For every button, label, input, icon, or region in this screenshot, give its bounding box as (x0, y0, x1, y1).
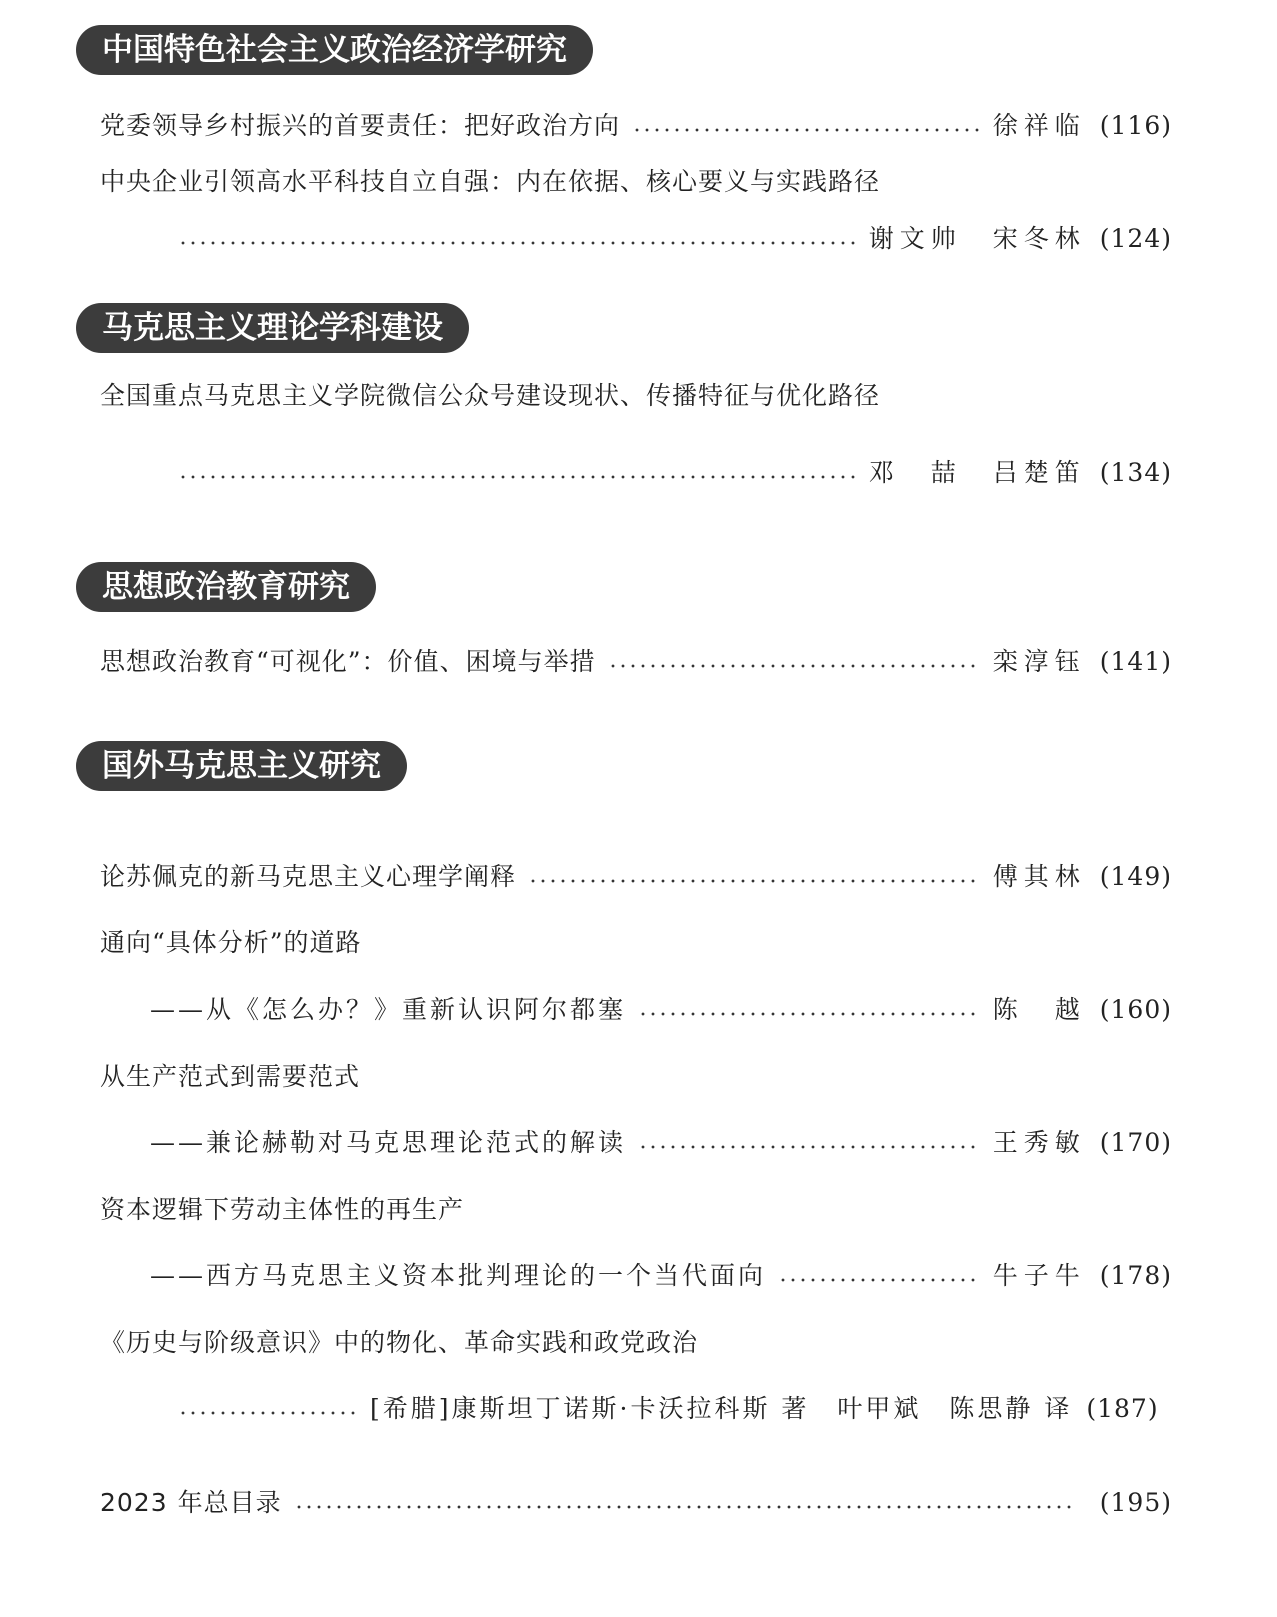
annual-index-entry[interactable] (100, 1486, 1172, 1520)
entry-author: 徐祥临 (992, 111, 1086, 140)
entry-title: 党委领导乡村振兴的首要责任：把好政治方向 (100, 111, 621, 140)
dot-leader (632, 128, 981, 132)
toc-entry-subtitle-line (150, 993, 1172, 1027)
annual-index-title: 年总目录 (177, 1488, 282, 1517)
entry-page: (141) (1099, 647, 1172, 676)
entry-subtitle: ——从《怎么办？》重新认识阿尔都塞 (150, 995, 627, 1024)
entry-author: 傅其林 (992, 862, 1086, 891)
toc-entry-leader-line (178, 222, 1172, 256)
toc-entry-leader-line (178, 456, 1172, 490)
toc-entry-title-line[interactable] (100, 1326, 1172, 1360)
dot-leader (638, 1012, 981, 1016)
entry-title: 通向“具体分析”的道路 (100, 928, 362, 957)
entry-page: (124) (1099, 224, 1172, 253)
dot-leader (528, 879, 981, 883)
entry-title: 论苏佩克的新马克思主义心理学阐释 (100, 862, 517, 891)
section-heading-foreign-marxism: 国外马克思主义研究 (76, 741, 407, 791)
dot-leader (608, 664, 981, 668)
entry-page: (116) (1099, 111, 1172, 140)
toc-entry-title-line[interactable] (100, 1060, 1172, 1094)
annual-index-year: 2023 (100, 1488, 168, 1517)
dot-leader (178, 475, 857, 479)
entry-title: 思想政治教育“可视化”：价值、困境与举措 (100, 647, 596, 676)
toc-entry[interactable] (100, 109, 1172, 143)
section-heading-ideological-education: 思想政治教育研究 (76, 562, 376, 612)
dot-leader (638, 1145, 981, 1149)
dot-leader (294, 1505, 1074, 1509)
entry-subtitle: ——西方马克思主义资本批判理论的一个当代面向 (150, 1261, 767, 1290)
entry-page: (134) (1099, 458, 1172, 487)
toc-entry-title-line[interactable] (100, 1193, 1172, 1227)
entry-title: 资本逻辑下劳动主体性的再生产 (100, 1195, 465, 1224)
entry-author: 陈 越 (992, 995, 1086, 1024)
entry-page: (170) (1099, 1128, 1172, 1157)
entry-title: 从生产范式到需要范式 (100, 1062, 361, 1091)
toc-entry-subtitle-line (150, 1126, 1172, 1160)
entry-author: 邓 喆 吕楚笛 (868, 458, 1086, 487)
entry-page: (160) (1099, 995, 1172, 1024)
section-heading-political-economy: 中国特色社会主义政治经济学研究 (76, 25, 593, 75)
toc-entry-title-line[interactable] (100, 165, 1172, 199)
entry-subtitle: ——兼论赫勒对马克思理论范式的解读 (150, 1128, 627, 1157)
toc-entry[interactable] (100, 860, 1172, 894)
dot-leader (178, 241, 857, 245)
entry-author: 栾淳钰 (992, 647, 1086, 676)
toc-entry-title-line[interactable] (100, 379, 1172, 413)
entry-title: 全国重点马克思主义学院微信公众号建设现状、传播特征与优化路径 (100, 381, 881, 410)
entry-author: 王秀敏 (992, 1128, 1086, 1157)
toc-entry-leader-line (178, 1392, 1172, 1426)
toc-entry-subtitle-line (150, 1259, 1172, 1293)
toc-entry-title-line[interactable] (100, 926, 1172, 960)
entry-title: 中央企业引领高水平科技自立自强：内在依据、核心要义与实践路径 (100, 167, 881, 196)
entry-title: 《历史与阶级意识》中的物化、革命实践和政党政治 (100, 1328, 699, 1357)
entry-page: (149) (1099, 862, 1172, 891)
dot-leader (178, 1411, 358, 1415)
dot-leader (778, 1278, 981, 1282)
entry-page: (178) (1099, 1261, 1172, 1290)
entry-page: (187) (1086, 1394, 1159, 1423)
entry-page: (195) (1099, 1488, 1172, 1517)
section-heading-marxism-discipline: 马克思主义理论学科建设 (76, 303, 469, 353)
entry-author: 谢文帅 宋冬林 (868, 224, 1086, 253)
entry-author: 牛子牛 (992, 1261, 1086, 1290)
toc-entry[interactable] (100, 645, 1172, 679)
entry-author: [希腊]康斯坦丁诺斯·卡沃拉科斯 著 叶甲斌 陈思静 译 (370, 1394, 1073, 1423)
